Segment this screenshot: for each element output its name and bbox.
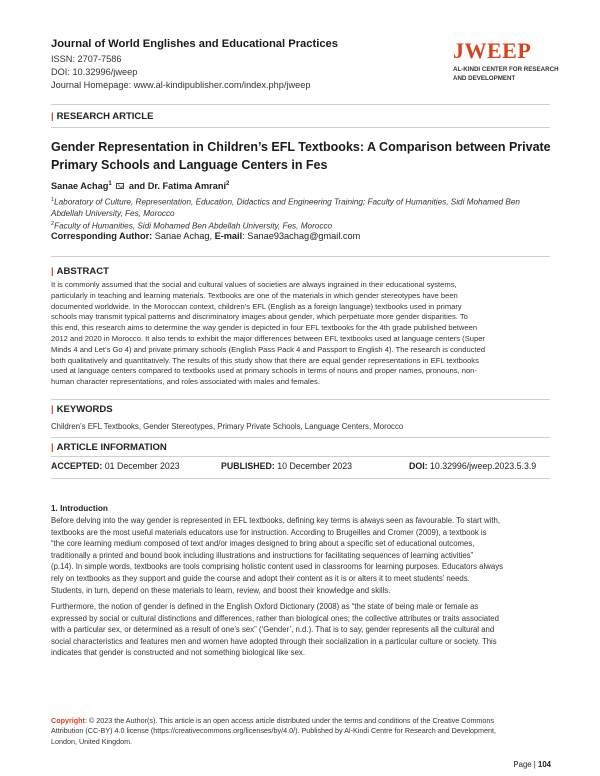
logo-subtitle-2: AND DEVELOPMENT xyxy=(453,74,516,82)
published-date: PUBLISHED: 10 December 2023 xyxy=(221,461,353,471)
section-bar-icon: | xyxy=(51,442,54,453)
introduction-paragraph-2: Furthermore, the notion of gender is defined in the English Oxford Dictionary (2008) as “the state of being male or female as expressed by social or cultural distinctions and differences, rather than biological ones; the collective attributes or traits associated with a particular sex, or determined as a result of one’s sex” (‘Gender’, n.d.). That is to say, gender represents all the cultural and social characteristics and features men and women have adopted through their socialization in a particular culture or society. This indicates that gender is constructed and not something biological like sex. xyxy=(51,602,499,658)
logo-subtitle-1: AL-KINDI CENTER FOR RESEARCH xyxy=(453,66,559,73)
section-bar-icon: | xyxy=(51,266,54,277)
divider xyxy=(51,127,550,128)
journal-doi: DOI: 10.32996/jweep xyxy=(51,67,138,77)
divider xyxy=(51,456,550,457)
corresponding-author: Corresponding Author: Sanae Achag, E-mail: Sanae93achag@gmail.com xyxy=(51,231,361,241)
abstract-heading: | ABSTRACT xyxy=(51,266,109,277)
abstract-body: It is commonly assumed that the social and cultural values of societies are always ingrained in their educational systems, particularly in teaching and learning materials. Textbooks are one of the materials in which gender stereotypes have been documented worldwide. In the Moroccan context, children’s EFL (English as a foreign language) textbooks used in primary schools may transmit typical patterns and discriminatory images about gender, which perpetuate more gender disparities. To this end, this research aims to determine the way gender is depicted in four EFL textbooks for the 4th grade published between 2012 and 2020 in Morocco. It also tends to exhibit the major differences between EFL textbooks used at language centers (Super Minds 4 and Let’s Go 4) and private primary schools (English Pass Pack 4 and Passport to English 4). The research is conducted both qualitatively and quantitatively. The results of this study show that there are equal gender representations in EFL textbooks used at language centers compared to textbooks used at primary schools in terms of nouns and proper names, pronouns, non- human character representations, and roles associated with males and females. xyxy=(51,280,486,387)
section-bar-icon: | xyxy=(51,404,54,415)
article-info-heading: | ARTICLE INFORMATION xyxy=(51,442,167,453)
author-email: : Sanae93achag@gmail.com xyxy=(242,231,361,241)
accepted-date: ACCEPTED: 01 December 2023 xyxy=(51,461,180,471)
section-bar-icon: | xyxy=(51,111,54,122)
article-type: | RESEARCH ARTICLE xyxy=(51,111,154,122)
article-doi: DOI: 10.32996/jweep.2023.5.3.9 xyxy=(409,461,537,471)
affiliation-1: $^1$Laboratory of Culture, Representation, Education, Didactics and Engineering Training; Faculty of Humanities, Sidi Mohamed Ben Abdellah University, Fes, Morocco xyxy=(51,197,520,219)
publisher-logo xyxy=(453,40,563,83)
divider xyxy=(51,104,550,105)
page-number: Page | 104 xyxy=(513,760,551,769)
article-title: Gender Representation in Children’s EFL Textbooks: A Comparison between Private Primary Schools and Language Centers in Fes xyxy=(51,140,551,172)
introduction-paragraph-1: Before delving into the way gender is represented in EFL textbooks, defining key terms is always seen as favourable. To start with, textbooks are the most useful materials educators use for instruction. According to Brugeilles and Cromer (2009), a textbook is “the core learning medium composed of text and/or images designed to bring about a specific set of educational outcomes, traditionally a printed and bound book including illustrations and instructions for facilitating sequences of learning activities” (p.14). In simple words, textbooks are tools comprising holistic content used in classrooms for learning purposes. Educators always rely on textbooks as they support and guide the course and adopt their content as it is or alters it to meet students’ needs. Students, in turn, depend on these materials to learn, review, and boost their knowledge and skills. xyxy=(51,516,503,595)
journal-issn: ISSN: 2707-7586 xyxy=(51,54,122,64)
author-1: Sanae Achag xyxy=(51,181,109,192)
author-2: and Dr. Fatima Amrani xyxy=(128,181,227,192)
divider xyxy=(51,399,550,400)
divider xyxy=(51,256,550,257)
journal-name: Journal of World Englishes and Educational Practices xyxy=(51,38,339,50)
journal-header xyxy=(51,38,421,92)
affiliation-2: $^2$Faculty of Humanities, Sidi Mohamed Ben Abdellah University, Fes, Morocco xyxy=(51,221,333,231)
divider xyxy=(51,437,550,438)
journal-homepage: Journal Homepage: www.al-kindipublisher.com/index.php/jweep xyxy=(51,80,311,90)
introduction-heading: 1. Introduction xyxy=(51,504,108,513)
copyright-notice: Copyright: © 2023 the Author(s). This article is an open access article distributed under the terms and conditions of the Creative Commons Attribution (CC-BY) 4.0 license (https://creativecommons.org/licenses/by/4.0/). Published by Al-Kindi Centre for Research and Development, London, United Kingdom. xyxy=(51,716,497,746)
divider xyxy=(51,478,550,479)
mail-icon xyxy=(116,183,124,189)
logo-text: JWEEP xyxy=(453,38,532,63)
keywords-heading: | KEYWORDS xyxy=(51,404,113,415)
keywords-list: Children’s EFL Textbooks, Gender Stereotypes, Primary Private Schools, Language Centers, Morocco xyxy=(51,422,404,431)
author-list: Sanae Achag$^1$ and Dr. Fatima Amrani$^2$ xyxy=(51,181,230,192)
